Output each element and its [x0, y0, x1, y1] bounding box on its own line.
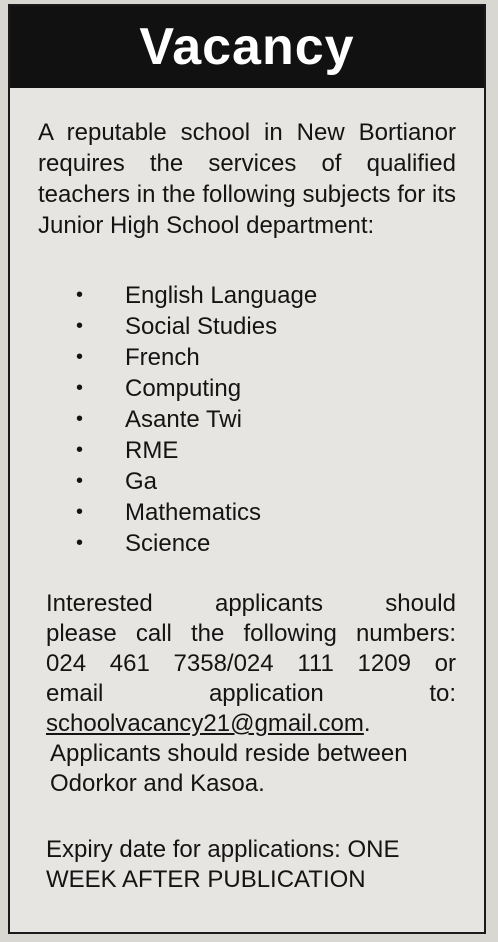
subject-label: Asante Twi — [125, 406, 242, 433]
list-item — [10, 342, 480, 373]
contact-line: email application to: — [46, 680, 456, 707]
list-item — [10, 528, 480, 559]
bullet-icon: • — [76, 408, 84, 430]
list-item — [10, 466, 480, 497]
email-suffix: . — [363, 710, 371, 737]
email-address: schoolvacancy21@gmail.com — [46, 710, 364, 737]
email-line — [46, 709, 456, 739]
subject-label: Science — [125, 530, 211, 557]
bullet-icon: • — [76, 377, 84, 399]
subjects-list — [10, 280, 480, 559]
subject-label: RME — [125, 437, 179, 464]
subject-label: Computing — [125, 375, 242, 402]
contact-line: Interested applicants should — [46, 590, 456, 617]
subject-label: Mathematics — [125, 499, 262, 526]
contact-section — [46, 589, 456, 799]
vacancy-advert — [8, 4, 486, 934]
list-item — [10, 435, 480, 466]
list-item — [10, 280, 480, 311]
bullet-icon: • — [76, 501, 84, 523]
list-item — [10, 311, 480, 342]
residence-line: Applicants should reside between — [50, 740, 408, 767]
advert-title: Vacancy — [139, 18, 355, 76]
bullet-icon: • — [76, 439, 84, 461]
subject-label: French — [125, 344, 200, 371]
advert-header — [10, 6, 484, 88]
bullet-icon: • — [76, 532, 84, 554]
intro-paragraph: A reputable school in New Bortianor requires the services of qualified teachers in the following subjects for its Junior High School department: — [38, 119, 456, 239]
residence-line: Odorkor and Kasoa. — [50, 770, 265, 797]
bullet-icon: • — [76, 346, 84, 368]
bullet-icon: • — [76, 284, 84, 306]
list-item — [10, 404, 480, 435]
bullet-icon: • — [76, 470, 84, 492]
subject-label: Social Studies — [125, 313, 278, 340]
expiry-line: WEEK AFTER PUBLICATION — [46, 866, 366, 893]
phone-numbers: 024 461 7358/024 111 1209 or — [46, 650, 456, 677]
expiry-line: Expiry date for applications: ONE — [46, 836, 400, 863]
list-item — [10, 497, 480, 528]
bullet-icon: • — [76, 315, 84, 337]
subject-label: Ga — [125, 468, 158, 495]
subject-label: English Language — [125, 282, 318, 309]
expiry-notice — [46, 835, 466, 895]
contact-line: please call the following numbers: — [46, 620, 456, 647]
list-item — [10, 373, 480, 404]
